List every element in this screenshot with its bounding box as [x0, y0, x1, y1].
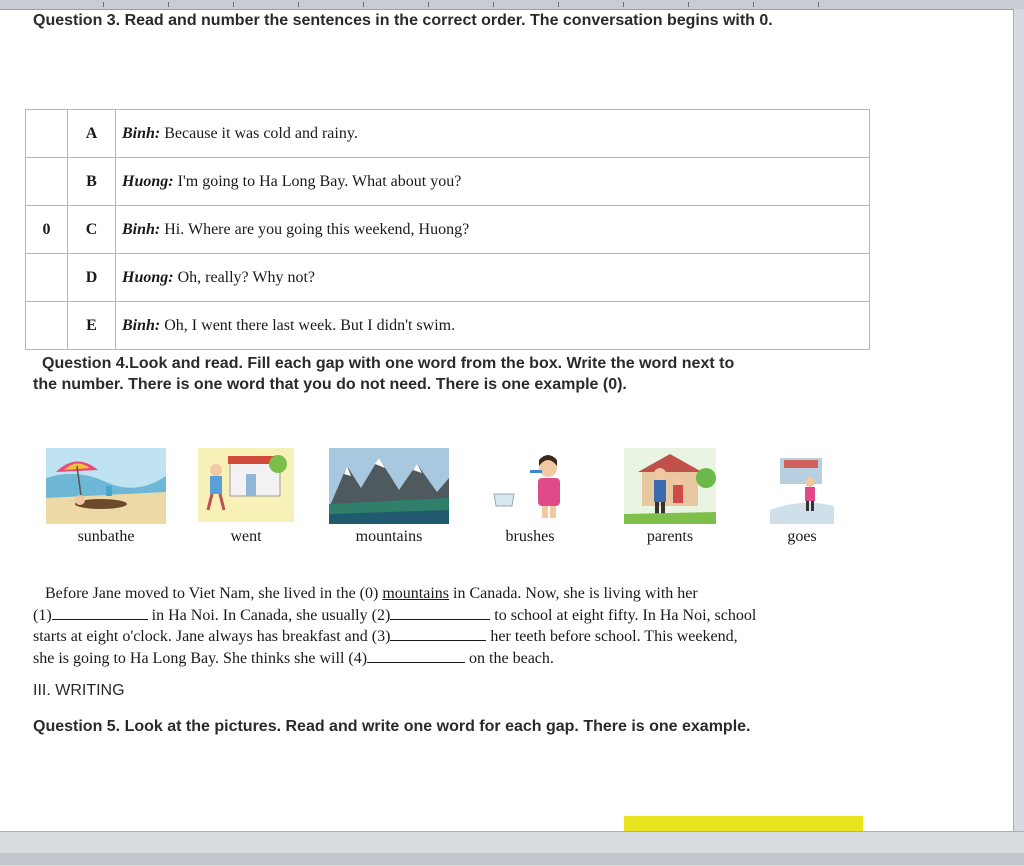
sentence-letter: D	[68, 254, 116, 302]
order-number-cell[interactable]: 0	[26, 206, 68, 254]
vertical-scrollbar[interactable]	[1013, 9, 1024, 831]
answer-blank-2[interactable]	[390, 605, 490, 620]
speaker-name: Binh:	[122, 124, 161, 142]
sentence-line: Oh, I went there last week. But I didn't swim.	[164, 316, 456, 334]
mountains-picture	[329, 448, 449, 524]
word-label: goes	[787, 528, 817, 545]
passage-line-4: she is going to Ha Long Bay. She thinks she will (4) on the beach.	[33, 649, 554, 667]
table-row	[26, 254, 870, 302]
yellow-highlight-bar	[624, 816, 863, 832]
sentence-text	[116, 206, 870, 254]
word-label: went	[230, 528, 262, 545]
sentence-line: I'm going to Ha Long Bay. What about you?	[177, 172, 462, 190]
school-girl-picture	[198, 448, 294, 522]
sentence-letter: B	[68, 158, 116, 206]
answer-blank-4[interactable]	[367, 648, 465, 663]
sentence-text	[116, 158, 870, 206]
picture-card	[329, 448, 449, 545]
table-row	[26, 302, 870, 350]
picture-card	[46, 448, 166, 545]
picture-card	[770, 448, 834, 545]
picture-card	[490, 448, 570, 545]
girl-brushing-teeth-picture	[490, 448, 570, 524]
sentence-text	[116, 254, 870, 302]
picture-card	[624, 448, 716, 545]
speaker-name: Binh:	[122, 316, 161, 334]
order-number-cell[interactable]	[26, 158, 68, 206]
word-label: mountains	[355, 528, 423, 545]
family-parents-picture	[624, 448, 716, 524]
question-5-title: Question 5. Look at the pictures. Read and write one word for each gap. There is one example.	[33, 718, 751, 735]
sentence-letter: E	[68, 302, 116, 350]
passage-line-2: (1) in Ha Noi. In Canada, she usually (2) to school at eight fifty. In Ha Noi, school	[33, 606, 757, 624]
speaker-name: Binh:	[122, 220, 161, 238]
sentence-line: Because it was cold and rainy.	[164, 124, 358, 142]
word-label: sunbathe	[77, 528, 135, 545]
ruler	[0, 0, 1024, 10]
speaker-name: Huong:	[122, 172, 174, 190]
table-row	[26, 158, 870, 206]
question-4-title-line2: the number. There is one word that you do not need. There is one example (0).	[33, 376, 627, 393]
sentence-letter: C	[68, 206, 116, 254]
question-4-title	[33, 353, 863, 395]
sentence-text	[116, 110, 870, 158]
answer-blank-3[interactable]	[390, 626, 486, 641]
girl-going-picture	[770, 448, 834, 524]
example-answer: mountains	[382, 585, 449, 602]
beach-sunbathe-picture	[46, 448, 166, 524]
table-row	[26, 206, 870, 254]
picture-card	[198, 448, 294, 545]
order-number-cell[interactable]	[26, 110, 68, 158]
question-4-title-line1: Question 4.Look and read. Fill each gap with one word from the box. Write the word next to	[42, 355, 735, 372]
writing-heading: III. WRITING	[33, 682, 125, 699]
answer-blank-1[interactable]	[52, 605, 148, 620]
sentence-line: Hi. Where are you going this weekend, Huong?	[164, 220, 470, 238]
sentence-letter: A	[68, 110, 116, 158]
sentence-text	[116, 302, 870, 350]
question-3-title: Question 3. Read and number the sentences in the correct order. The conversation begins with 0.	[33, 12, 773, 29]
taskbar-strip	[0, 853, 1024, 865]
gap-fill-passage	[33, 583, 863, 669]
word-box-pictures	[40, 448, 860, 558]
order-number-cell[interactable]	[26, 254, 68, 302]
order-table	[25, 109, 870, 350]
order-number-cell[interactable]	[26, 302, 68, 350]
word-label: parents	[646, 528, 694, 545]
word-label: brushes	[505, 528, 555, 545]
table-row	[26, 110, 870, 158]
passage-line-3: starts at eight o'clock. Jane always has breakfast and (3) her teeth before school. This weekend,	[33, 628, 738, 645]
speaker-name: Huong:	[122, 268, 174, 286]
passage-line-1: Before Jane moved to Viet Nam, she lived in the (0) mountains in Canada. Now, she is living with her	[45, 585, 698, 602]
sentence-line: Oh, really? Why not?	[177, 268, 316, 286]
